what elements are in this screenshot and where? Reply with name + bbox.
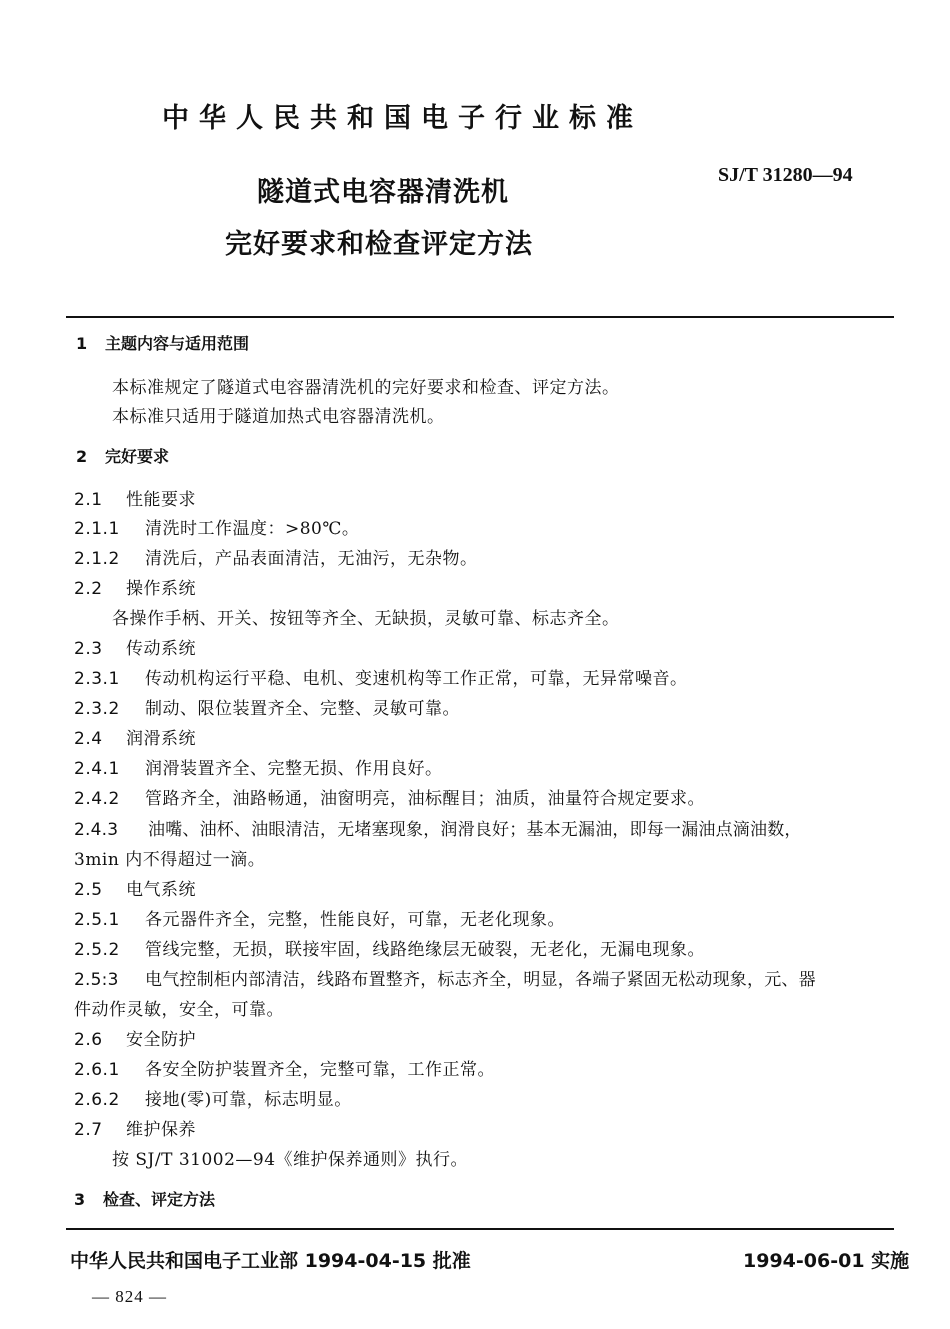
clause-number: 2.4 [74, 729, 103, 749]
header-divider [66, 316, 894, 318]
paragraph: 本标准规定了隧道式电容器清洗机的完好要求和检查、评定方法。 [112, 378, 620, 398]
section-number: 1 [76, 334, 88, 353]
clause-text: 润滑装置齐全、完整无损、作用良好。 [145, 759, 443, 779]
approval-note: 中华人民共和国电子工业部 1994-04-15 批准 [70, 1250, 471, 1272]
clause-number: 2.4.2 [74, 789, 120, 809]
clause-2-4 [74, 724, 196, 749]
paragraph: 本标准只适用于隧道加热式电容器清洗机。 [112, 407, 445, 427]
clause-number: 2.5:3 [74, 970, 119, 990]
clause-2-6-1 [74, 1055, 495, 1080]
clause-2-3-1 [74, 664, 688, 689]
clause-2-5-3 [74, 965, 816, 990]
effective-date: 1994-06-01 实施 [743, 1250, 910, 1272]
clause-number: 2.7 [74, 1120, 103, 1140]
clause-number: 2.5 [74, 880, 103, 900]
clause-number: 2.5.1 [74, 910, 120, 930]
clause-text: 电气系统 [126, 880, 196, 900]
clause-text: 安全防护 [126, 1030, 196, 1050]
clause-text: 传动系统 [126, 639, 196, 659]
clause-number: 2.6.1 [74, 1060, 120, 1080]
clause-text: 电气控制柜内部清洁，线路布置整齐，标志齐全，明显，各端子紧固无松动现象，元、器 [145, 970, 816, 990]
clause-2-5-2 [74, 935, 705, 960]
clause-2-4-1 [74, 754, 443, 779]
clause-text: 各元器件齐全，完整，性能良好，可靠，无老化现象。 [145, 910, 565, 930]
clause-number: 2.2 [74, 579, 103, 599]
clause-2-5 [74, 875, 196, 900]
clause-number: 2.1.1 [74, 519, 120, 539]
page-number: — 824 — [92, 1287, 167, 1306]
clause-text: 性能要求 [126, 490, 196, 510]
clause-text: 清洗后，产品表面清洁，无油污，无杂物。 [145, 549, 478, 569]
clause-continuation: 3min 内不得超过一滴。 [74, 850, 266, 870]
clause-number: 2.1 [74, 490, 103, 510]
clause-text: 制动、限位装置齐全、完整、灵敏可靠。 [145, 699, 460, 719]
clause-number: 2.4.1 [74, 759, 120, 779]
issuing-organization: 中华人民共和国电子行业标准 [162, 103, 643, 134]
clause-text: 管线完整，无损，联接牢固，线路绝缘层无破裂，无老化，无漏电现象。 [145, 940, 705, 960]
footer-divider [66, 1228, 894, 1230]
document-title-line2: 完好要求和检查评定方法 [225, 229, 533, 260]
section-title: 主题内容与适用范围 [105, 334, 250, 353]
clause-number: 2.3 [74, 639, 103, 659]
clause-number: 2.5.2 [74, 940, 120, 960]
clause-text: 维护保养 [126, 1120, 196, 1140]
clause-text: 清洗时工作温度：>80℃。 [145, 519, 360, 539]
clause-2-7 [74, 1115, 196, 1140]
clause-2-6-2 [74, 1085, 352, 1110]
clause-number: 2.3.1 [74, 669, 120, 689]
clause-text: 管路齐全，油路畅通，油窗明亮，油标醒目；油质，油量符合规定要求。 [145, 789, 705, 809]
document-title-line1: 隧道式电容器清洗机 [257, 177, 509, 208]
clause-number: 2.1.2 [74, 549, 120, 569]
clause-2-4-3 [74, 815, 802, 840]
clause-text: 操作系统 [126, 579, 196, 599]
clause-2-3 [74, 634, 196, 659]
standard-code: SJ/T 31280—94 [718, 164, 853, 186]
section-3-heading [74, 1187, 215, 1210]
section-1-heading [76, 331, 249, 354]
paragraph: 各操作手柄、开关、按钮等齐全、无缺损，灵敏可靠、标志齐全。 [112, 609, 620, 629]
section-2-heading [76, 444, 169, 467]
clause-2-5-1 [74, 905, 565, 930]
clause-2-6 [74, 1025, 196, 1050]
clause-text: 润滑系统 [126, 729, 196, 749]
clause-number: 2.6 [74, 1030, 103, 1050]
section-title: 完好要求 [105, 447, 170, 466]
clause-2-1-1 [74, 514, 359, 539]
clause-continuation: 件动作灵敏，安全，可靠。 [74, 1000, 284, 1020]
clause-text: 油嘴、油杯、油眼清洁，无堵塞现象，润滑良好；基本无漏油，即每一漏油点滴油数， [148, 820, 802, 840]
section-number: 3 [74, 1190, 86, 1209]
clause-number: 2.6.2 [74, 1090, 120, 1110]
clause-text: 传动机构运行平稳、电机、变速机构等工作正常，可靠，无异常噪音。 [145, 669, 688, 689]
clause-2-1 [74, 485, 196, 510]
section-number: 2 [76, 447, 88, 466]
section-title: 检查、评定方法 [103, 1190, 216, 1209]
clause-number: 2.3.2 [74, 699, 120, 719]
clause-number: 2.4.3 [74, 820, 119, 840]
clause-text: 各安全防护装置齐全，完整可靠，工作正常。 [145, 1060, 495, 1080]
paragraph: 按 SJ/T 31002—94《维护保养通则》执行。 [112, 1150, 469, 1170]
clause-2-4-2 [74, 784, 705, 809]
clause-2-1-2 [74, 544, 478, 569]
clause-2-2 [74, 574, 196, 599]
clause-2-3-2 [74, 694, 460, 719]
clause-text: 接地(零)可靠，标志明显。 [145, 1090, 352, 1110]
